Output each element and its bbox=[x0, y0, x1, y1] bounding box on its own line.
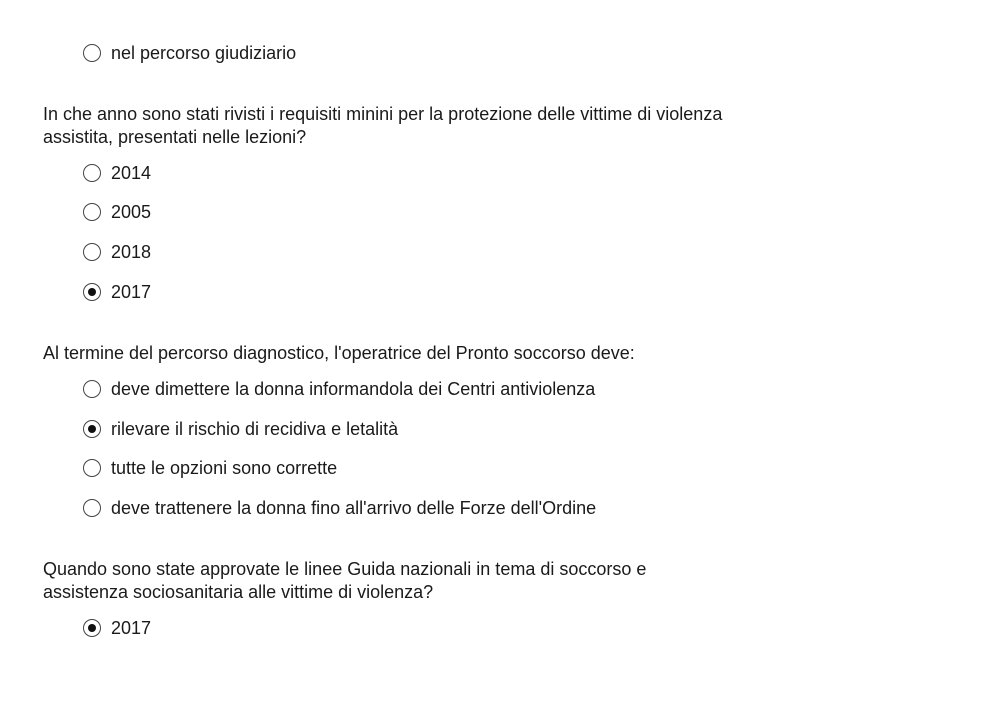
option-label: tutte le opzioni sono corrette bbox=[111, 458, 338, 478]
radio-button-icon[interactable] bbox=[83, 203, 101, 221]
option-label: 2018 bbox=[111, 242, 152, 262]
radio-button-icon[interactable] bbox=[83, 283, 101, 301]
radio-button-icon[interactable] bbox=[83, 243, 101, 261]
radio-button-icon[interactable] bbox=[83, 420, 101, 438]
question-text: Quando sono state approvate le linee Guida nazionali in tema di soccorso e assistenza sociosanitaria alle vittime di violenza? bbox=[43, 559, 647, 602]
answer-option[interactable] bbox=[83, 241, 151, 263]
option-label: 2017 bbox=[111, 618, 152, 638]
answer-option[interactable] bbox=[83, 42, 296, 64]
option-label: deve trattenere la donna fino all'arrivo delle Forze dell'Ordine bbox=[111, 498, 597, 518]
option-label: 2005 bbox=[111, 202, 152, 222]
answer-option[interactable] bbox=[83, 162, 151, 184]
radio-button-icon[interactable] bbox=[83, 44, 101, 62]
answer-option[interactable] bbox=[83, 281, 151, 303]
radio-button-icon[interactable] bbox=[83, 459, 101, 477]
answer-option[interactable] bbox=[83, 457, 337, 479]
answer-option[interactable] bbox=[83, 617, 151, 639]
option-label: rilevare il rischio di recidiva e letalità bbox=[111, 419, 399, 439]
option-label: nel percorso giudiziario bbox=[111, 43, 297, 63]
question-text: In che anno sono stati rivisti i requisiti minini per la protezione delle vittime di violenza assistita, presentati nelle lezioni? bbox=[43, 104, 723, 147]
option-label: 2014 bbox=[111, 163, 152, 183]
radio-button-icon[interactable] bbox=[83, 164, 101, 182]
answer-option[interactable] bbox=[83, 497, 596, 519]
option-label: 2017 bbox=[111, 282, 152, 302]
radio-button-icon[interactable] bbox=[83, 619, 101, 637]
radio-button-icon[interactable] bbox=[83, 499, 101, 517]
option-label: deve dimettere la donna informandola dei Centri antiviolenza bbox=[111, 379, 596, 399]
radio-button-icon[interactable] bbox=[83, 380, 101, 398]
question-text: Al termine del percorso diagnostico, l'operatrice del Pronto soccorso deve: bbox=[43, 343, 635, 363]
answer-option[interactable] bbox=[83, 201, 151, 223]
answer-option[interactable] bbox=[83, 378, 595, 400]
answer-option[interactable] bbox=[83, 418, 398, 440]
